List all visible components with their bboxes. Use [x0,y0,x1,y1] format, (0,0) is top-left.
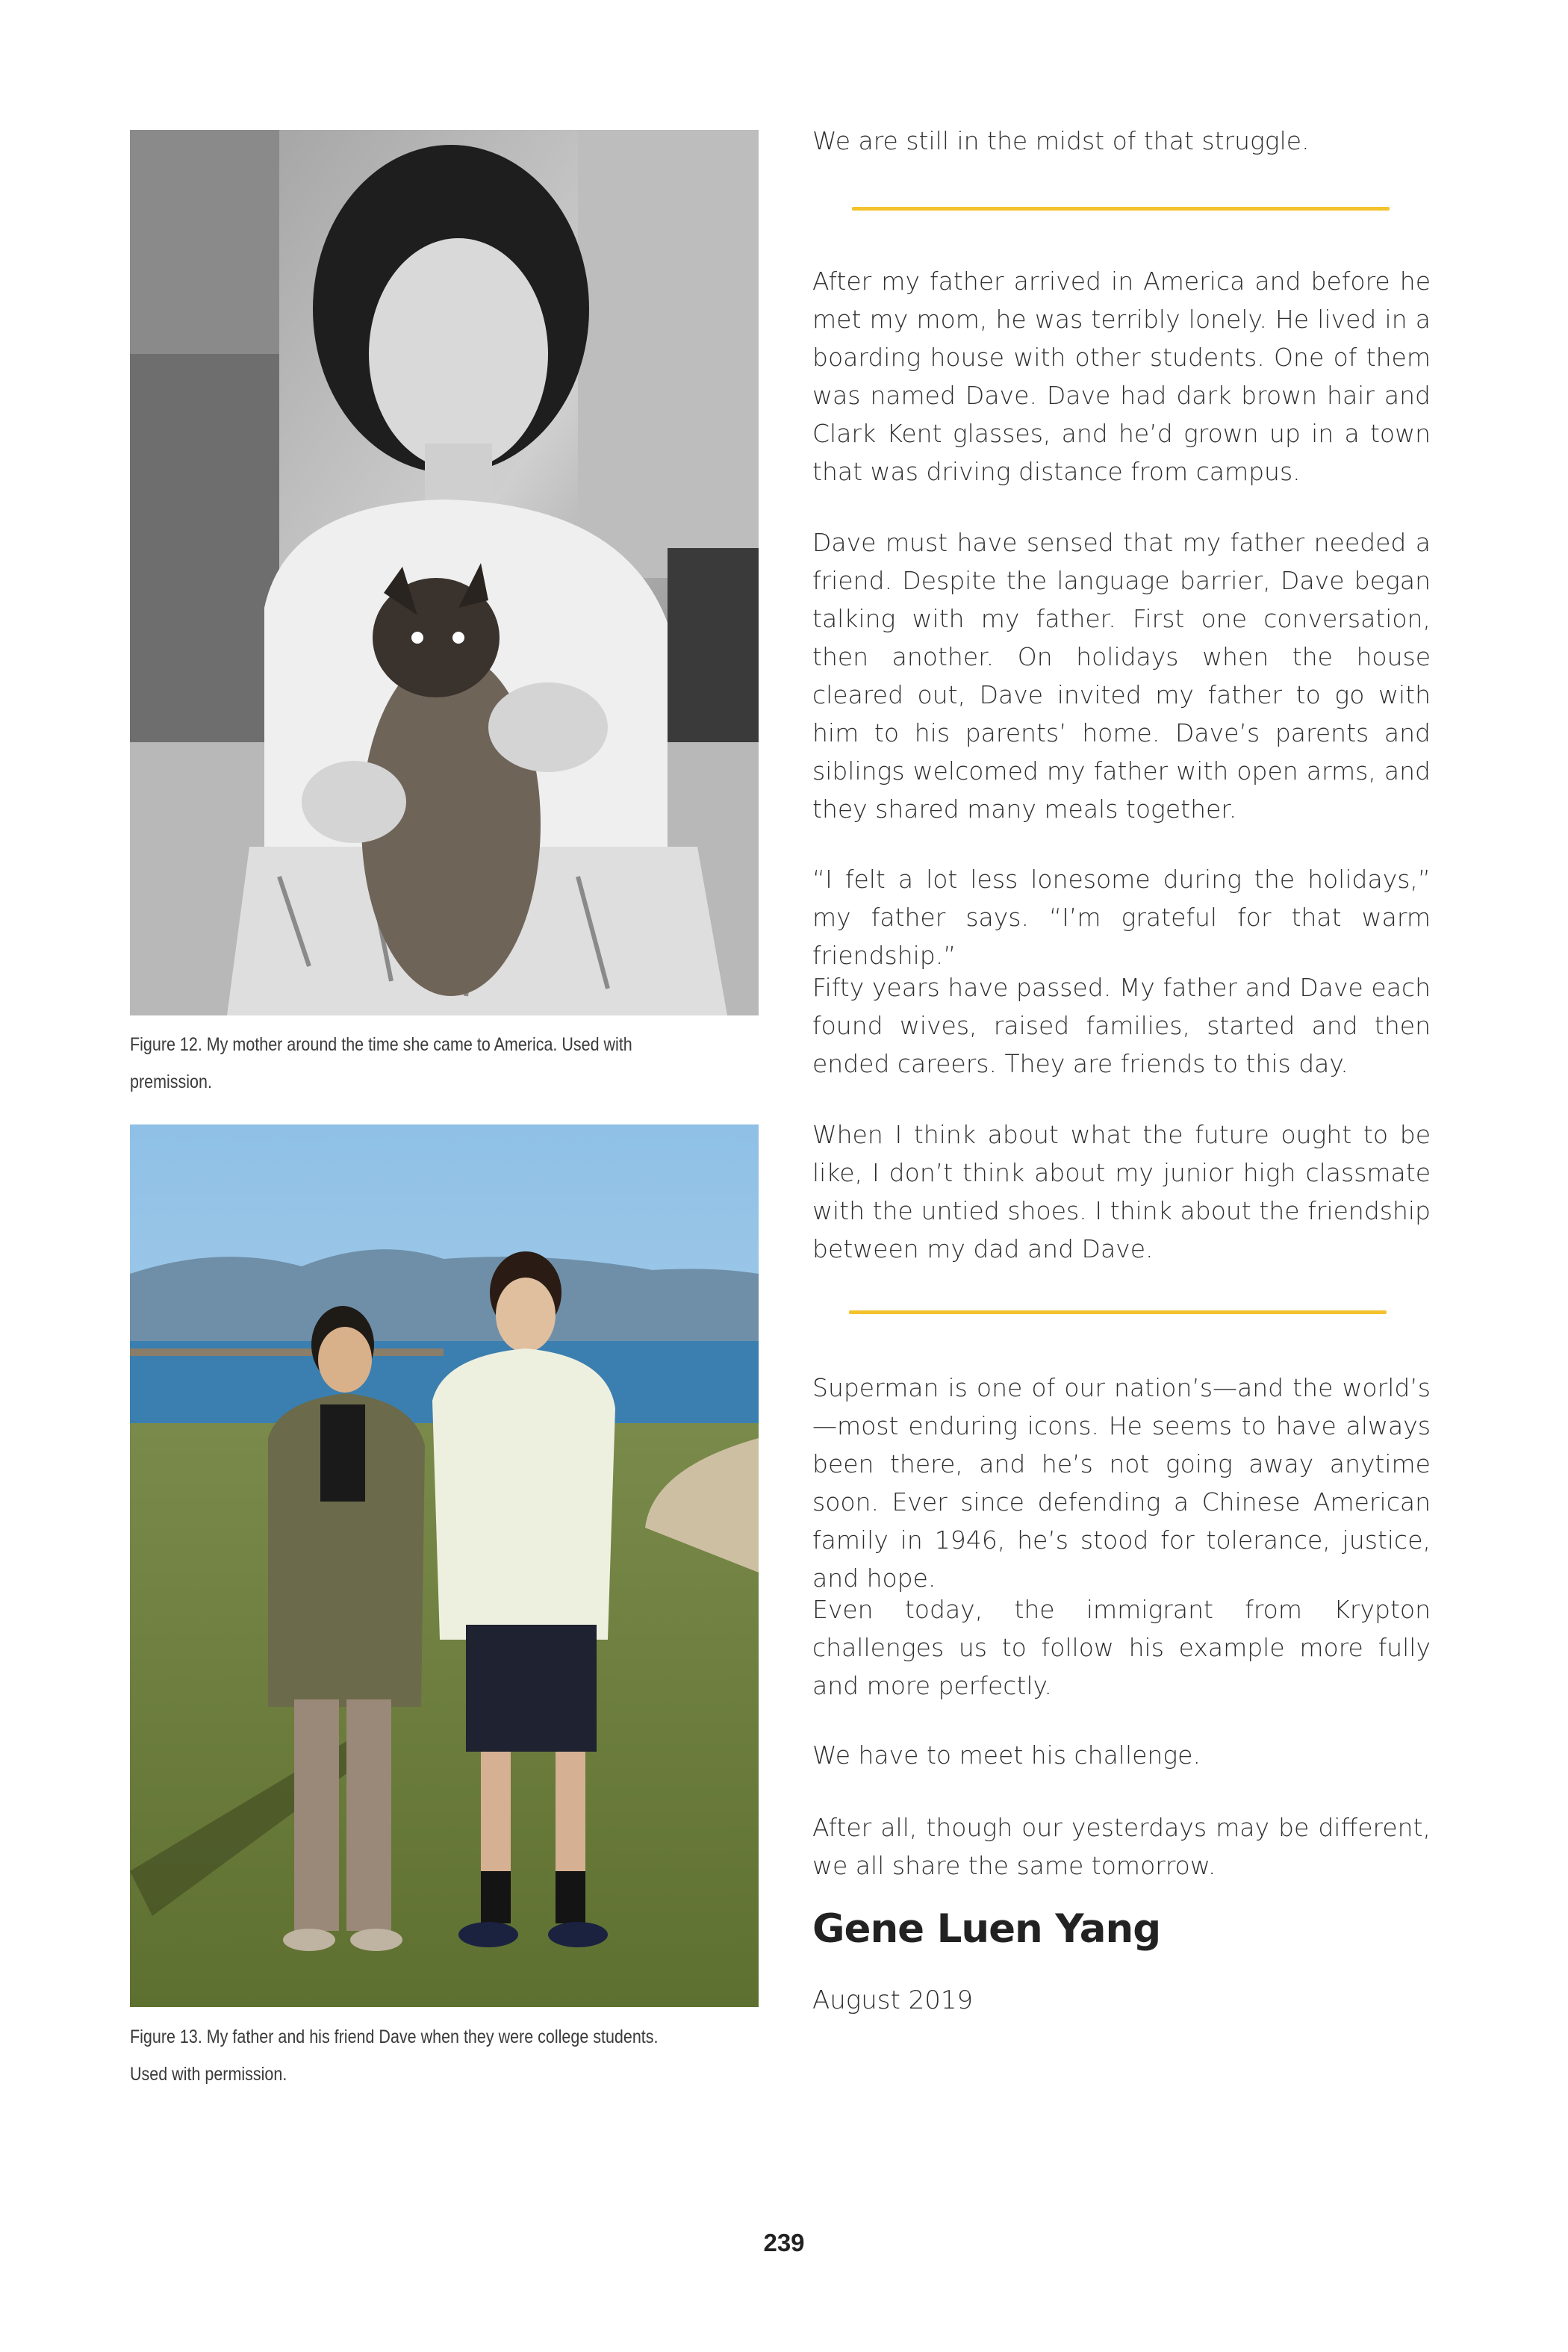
date-line: August 2019 [812,1985,974,2015]
paragraph-5 [812,968,1431,1083]
paragraph-6 [812,1116,1431,1268]
paragraph-8 [812,1590,1431,1705]
paragraph-9-text: We have to meet his challenge. [812,1740,1201,1770]
figure-12-photo [130,130,759,1015]
paragraph-10-text: After all, though our yesterdays may be different, we all share the same tomorrow. [812,1813,1431,1880]
paragraph-3-text: Dave must have sensed that my father needed a friend. Despite the language barrier, Dave began talking with my father. First one conversation, then another. On holidays when the house cleared out, Dave invited my father to go with him to his parents’ home. Dave’s parents and siblings welcomed my father with open arms, and they shared many meals together. [812,528,1431,824]
paragraph-1 [812,122,1431,160]
paragraph-4 [812,860,1431,974]
author-signature: Gene Luen Yang [812,1906,1161,1952]
paragraph-1-text: We are still in the midst of that struggle. [812,126,1310,155]
paragraph-6-text: When I think about what the future ought to be like, I don’t think about my junior high classmate with the untied shoes. I think about the friendship between my dad and Dave. [812,1120,1431,1263]
paragraph-8-text: Even today, the immigrant from Krypton challenges us to follow his example more fully and more perfectly. [812,1595,1431,1700]
figure-13-photo [130,1124,759,2007]
section-divider [852,207,1390,211]
paragraph-2 [812,262,1431,491]
paragraph-9 [812,1736,1431,1774]
paragraph-10 [812,1808,1431,1885]
paragraph-3 [812,523,1431,828]
figure-12-caption: Figure 12. My mother around the time she came to America. Used with premission. [130,1034,632,1092]
paragraph-7 [812,1369,1431,1597]
paragraph-5-text: Fifty years have passed. My father and Dave each found wives, raised families, started and then ended careers. They are friends to this day. [812,973,1431,1078]
paragraph-2-text: After my father arrived in America and before he met my mom, he was terribly lonely. He lived in a boarding house with other students. One of them was named Dave. Dave had dark brown hair and Clark Kent glasses, and he’d grown up in a town that was driving distance from campus. [812,267,1431,486]
figure-13-caption: Figure 13. My father and his friend Dave when they were college students. Used with permission. [130,2026,659,2085]
page-number: 239 [763,2229,805,2256]
paragraph-4-text: “I felt a lot less lonesome during the holidays,” my father says. “I’m grateful for that warm friendship.” [812,865,1431,970]
paragraph-7-text: Superman is one of our nation’s—and the world’s—most enduring icons. He seems to have always been there, and he’s not going away anytime soon. Ever since defending a Chinese American family in 1946, he’s stood for tolerance, justice, and hope. [812,1373,1431,1593]
section-divider-2 [849,1310,1387,1314]
